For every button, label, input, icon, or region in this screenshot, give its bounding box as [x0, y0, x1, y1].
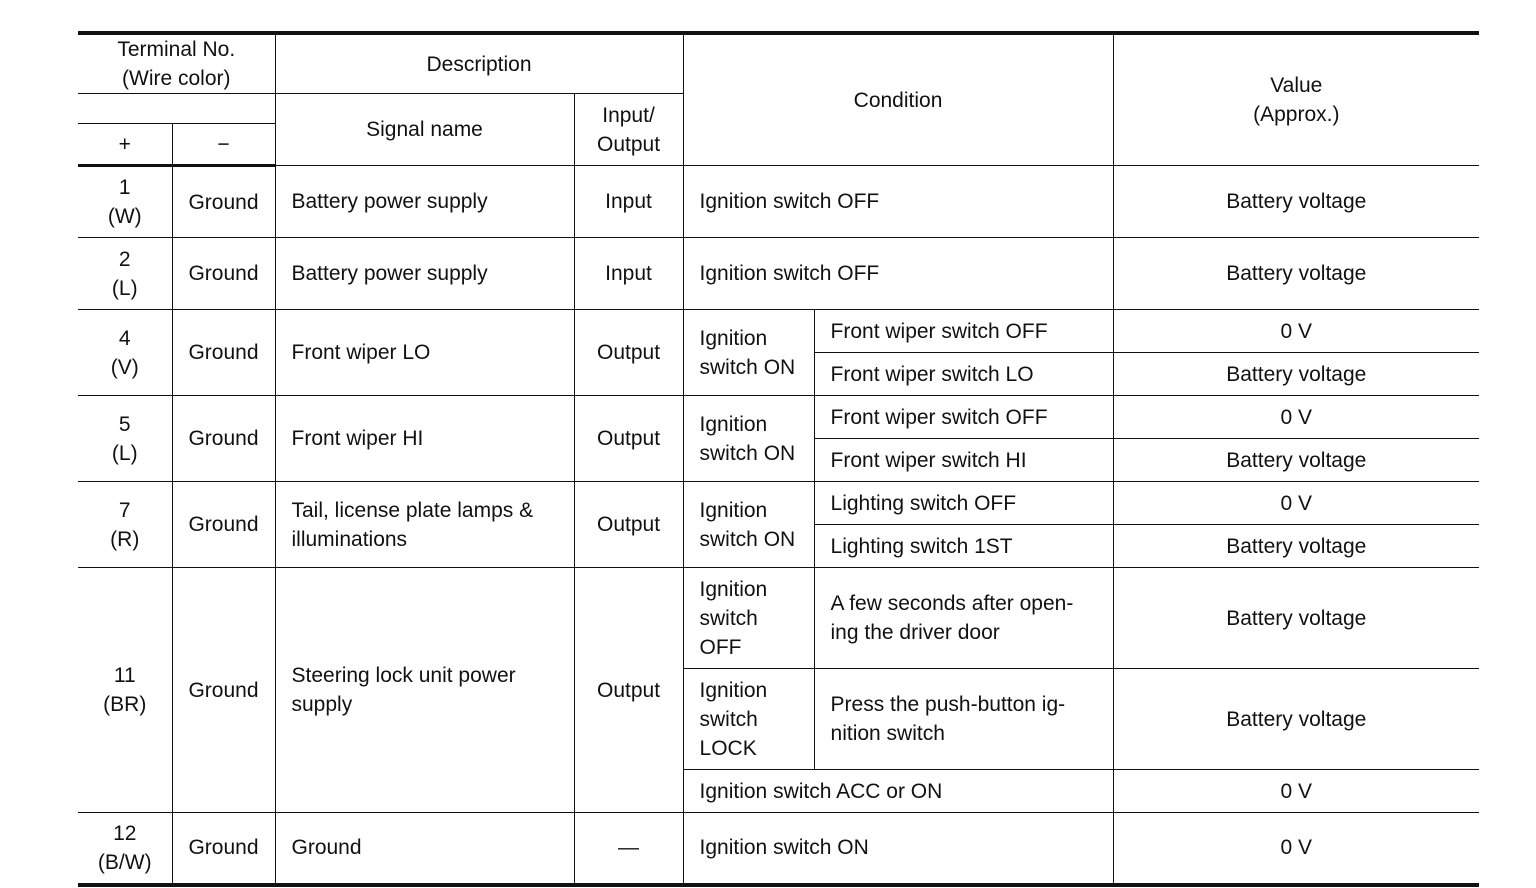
condition: A few seconds after open- ing the driver door	[814, 568, 1113, 669]
value: Battery voltage	[1113, 525, 1479, 568]
terminal-number: 5 (L)	[78, 396, 172, 482]
table-row	[78, 482, 1479, 525]
signal-name: Steering lock unit power supply	[275, 568, 574, 813]
condition-group: Ignition switch OFF	[683, 568, 814, 669]
ground-terminal: Ground	[172, 482, 275, 568]
condition: Lighting switch OFF	[814, 482, 1113, 525]
table-row	[78, 166, 1479, 238]
signal-name: Tail, license plate lamps & illuminations	[275, 482, 574, 568]
table-row	[78, 813, 1479, 885]
value: 0 V	[1113, 396, 1479, 439]
signal-name: Front wiper LO	[275, 310, 574, 396]
condition: Ignition switch ACC or ON	[683, 770, 1113, 813]
table-row	[78, 310, 1479, 353]
ground-terminal: Ground	[172, 166, 275, 238]
ground-terminal: Ground	[172, 568, 275, 813]
io-type: —	[574, 813, 683, 885]
signal-name: Front wiper HI	[275, 396, 574, 482]
condition: Front wiper switch OFF	[814, 310, 1113, 353]
value: 0 V	[1113, 310, 1479, 353]
terminal-number: 4 (V)	[78, 310, 172, 396]
ground-terminal: Ground	[172, 238, 275, 310]
condition: Lighting switch 1ST	[814, 525, 1113, 568]
terminal-number: 11 (BR)	[78, 568, 172, 813]
condition-group: Ignition switch ON	[683, 482, 814, 568]
header-minus: −	[172, 124, 275, 166]
ground-terminal: Ground	[172, 310, 275, 396]
header-terminal: Terminal No. (Wire color)	[78, 33, 275, 94]
condition: Ignition switch OFF	[683, 238, 1113, 310]
io-type: Output	[574, 396, 683, 482]
condition-group: Ignition switch ON	[683, 396, 814, 482]
value: Battery voltage	[1113, 166, 1479, 238]
terminal-number: 1 (W)	[78, 166, 172, 238]
io-type: Input	[574, 166, 683, 238]
signal-name: Battery power supply	[275, 166, 574, 238]
signal-name: Ground	[275, 813, 574, 885]
value: Battery voltage	[1113, 439, 1479, 482]
condition: Front wiper switch LO	[814, 353, 1113, 396]
value: 0 V	[1113, 813, 1479, 885]
ground-terminal: Ground	[172, 813, 275, 885]
header-value: Value (Approx.)	[1113, 33, 1479, 166]
io-type: Output	[574, 482, 683, 568]
condition: Ignition switch ON	[683, 813, 1113, 885]
condition: Ignition switch OFF	[683, 166, 1113, 238]
terminal-number: 7 (R)	[78, 482, 172, 568]
terminal-number: 2 (L)	[78, 238, 172, 310]
value: 0 V	[1113, 770, 1479, 813]
terminal-number: 12 (B/W)	[78, 813, 172, 885]
ground-terminal: Ground	[172, 396, 275, 482]
condition: Press the push-button ig- nition switch	[814, 669, 1113, 770]
table-header	[78, 33, 1479, 166]
value: 0 V	[1113, 482, 1479, 525]
header-terminal-spacer	[78, 94, 275, 124]
header-signal-name: Signal name	[275, 94, 574, 166]
condition-group: Ignition switch LOCK	[683, 669, 814, 770]
condition: Front wiper switch OFF	[814, 396, 1113, 439]
io-type: Input	[574, 238, 683, 310]
table-body	[78, 166, 1479, 885]
io-type: Output	[574, 568, 683, 813]
condition-group: Ignition switch ON	[683, 310, 814, 396]
condition: Front wiper switch HI	[814, 439, 1113, 482]
value: Battery voltage	[1113, 568, 1479, 669]
table-row	[78, 396, 1479, 439]
header-io: Input/ Output	[574, 94, 683, 166]
value: Battery voltage	[1113, 669, 1479, 770]
header-description: Description	[275, 33, 683, 94]
table-row	[78, 568, 1479, 669]
io-type: Output	[574, 310, 683, 396]
header-condition: Condition	[683, 33, 1113, 166]
value: Battery voltage	[1113, 353, 1479, 396]
table-row	[78, 238, 1479, 310]
signal-name: Battery power supply	[275, 238, 574, 310]
header-plus: +	[78, 124, 172, 166]
value: Battery voltage	[1113, 238, 1479, 310]
terminal-table	[78, 31, 1479, 887]
